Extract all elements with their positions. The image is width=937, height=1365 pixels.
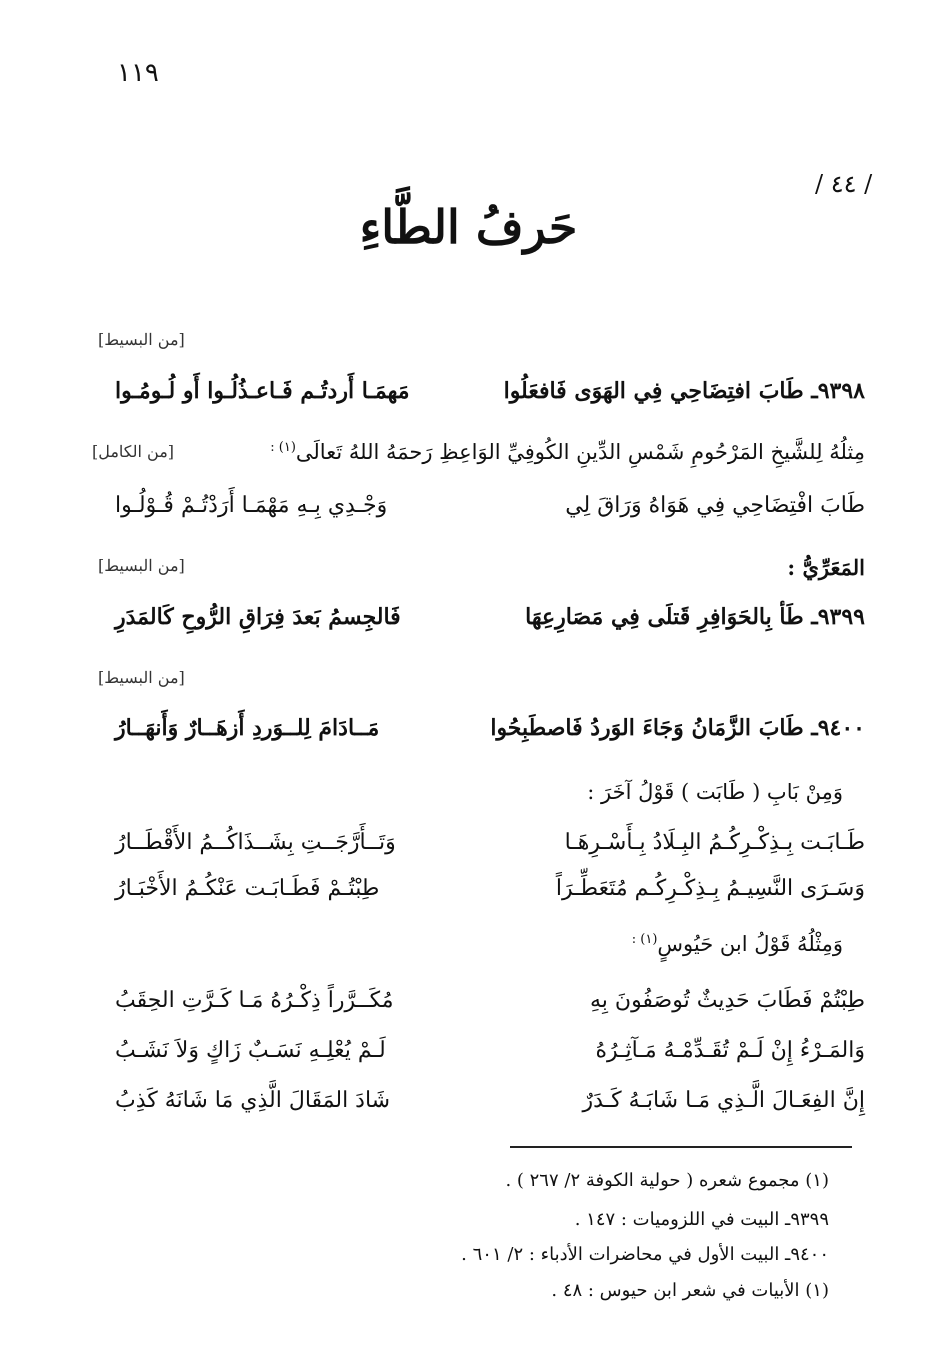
intro-kufi bbox=[270, 440, 865, 464]
footnote-9400: ٩٤٠٠ـ البيت الأول في محاضرات الأدباء : ٢/ ٦٠١ . bbox=[461, 1244, 829, 1265]
footnote-1-second: (١) الأبيات في شعر ابن حيوس : ٤٨ . bbox=[551, 1280, 829, 1301]
intro-another: وَمِنْ بَابِ ( طَابَت ) قَوْلُ آخَرَ : bbox=[587, 780, 843, 804]
footnote-1: (١) مجموع شعره ( حولية الكوفة ٢/ ٢٦٧ ) . bbox=[505, 1170, 829, 1191]
intro-ibn-hayyus-text: وَمِثْلُهُ قَوْلُ ابن حَيُوسٍ bbox=[657, 932, 843, 956]
verse-b1-second-hemistich: مُكَــرَّراً ذِكْـرُهُ مَـا كَـرَّتِ الحِقَبُ bbox=[115, 988, 394, 1013]
meter-label: [من الكامل] bbox=[92, 442, 175, 461]
verse-b1-first-hemistich: طِبْتُمْ فَطَابَ حَدِيثٌ تُوصَفُونَ بِهِ bbox=[590, 988, 865, 1013]
verse-9400-first-hemistich: ٩٤٠٠ـ طَابَ الزَّمَانُ وَجَاءَ الوَردُ فَاصطَبِحُوا bbox=[490, 715, 865, 741]
verse-a2-second-hemistich: طِبْتُـمْ فَطَـابَـت عَنْكُـمُ الأَخْبَـارُ bbox=[115, 876, 380, 901]
verse-9399-first-hemistich: ٩٣٩٩ـ طَأ بِالحَوَافِرِ قَتلَى فِي مَصَارِعِهَا bbox=[525, 604, 865, 630]
verse-a1-second-hemistich: وَتَــأَرَّجَــتِ بِشَــذَاكُــمُ الأَقْطَــارُ bbox=[115, 830, 396, 855]
poet-maarri: المَعَرِّيُّ : bbox=[787, 555, 865, 580]
verse-b3-first-hemistich: إِنَّ الفِعَـالَ الَّـذِي مَـا شَابَـهُ كَـدَرٌ bbox=[582, 1088, 865, 1113]
footnote-9399: ٩٣٩٩ـ البيت في اللزوميات : ١٤٧ . bbox=[574, 1209, 829, 1230]
section-marker: / ٤٤ / bbox=[815, 170, 873, 198]
intro-ibn-hayyus bbox=[632, 932, 843, 956]
meter-label: [من البسيط] bbox=[98, 330, 185, 349]
verse-9399-second-hemistich: فَالجِسمُ بَعدَ فِرَاقِ الرُّوحِ كَالمَدَرِ bbox=[115, 604, 401, 630]
verse-b2-second-hemistich: لَـمْ يُعْلِـهِ نَسَـبٌ زَاكٍ وَلاَ نَشَـبُ bbox=[115, 1038, 386, 1063]
footnote-separator bbox=[510, 1146, 852, 1148]
verse-9400-second-hemistich: مَــادَامَ لِلــوَردِ أَزهَــارٌ وَأَنهَــارُ bbox=[115, 715, 380, 741]
verse-a1-first-hemistich: طَـابَـت بِـذِكْـرِكُـمُ البِـلَادُ بِـأَسْـرِهَـا bbox=[564, 830, 865, 855]
intro-kufi-text: مِثلُهُ لِلشَّيخِ المَرْحُومِ شَمْسِ الدِّينِ الكُوفِيِّ الوَاعِظِ رَحمَهُ اللهُ تَعالَى bbox=[295, 440, 865, 464]
footnote-ref: (١) : bbox=[631, 932, 658, 947]
verse-9398-second-hemistich: مَهمَـا أَردتُـم فَـاعـذُلُـوا أَو لُـومُـوا bbox=[115, 378, 410, 404]
footnote-ref: (١) : bbox=[270, 440, 296, 455]
meter-label: [من البسيط] bbox=[98, 556, 185, 575]
verse-9398-first-hemistich: ٩٣٩٨ـ طَابَ افتِضَاحِي فِي الهَوَى فَافعَلُوا bbox=[503, 378, 865, 404]
page-number: ١١٩ bbox=[117, 58, 159, 88]
verse-a2-first-hemistich: وَسَـرَى النَّسِيـمُ بِـذِكْـرِكُـم مُتَعَطِّـرَاً bbox=[555, 876, 865, 901]
verse-kufi-second-hemistich: وَجْـدِي بِـهِ مَهْمَـا أَرَدْتُـمْ قُـوْلُـوا bbox=[115, 493, 388, 518]
meter-label: [من البسيط] bbox=[98, 668, 185, 687]
chapter-title: حَرفُ الطَّاءِ bbox=[359, 200, 578, 254]
verse-b3-second-hemistich: شَادَ المَقَالَ الَّذِي مَا شَانَهُ كَذِبُ bbox=[115, 1088, 391, 1113]
verse-b2-first-hemistich: وَالمَـرْءُ إِنْ لَـمْ تُقَـدِّمْـهُ مَـآثِـرُهُ bbox=[595, 1038, 865, 1063]
verse-kufi-first-hemistich: طَابَ افْتِضَاحِي فِي هَوَاهُ وَرَاقَ لِي bbox=[565, 493, 865, 518]
